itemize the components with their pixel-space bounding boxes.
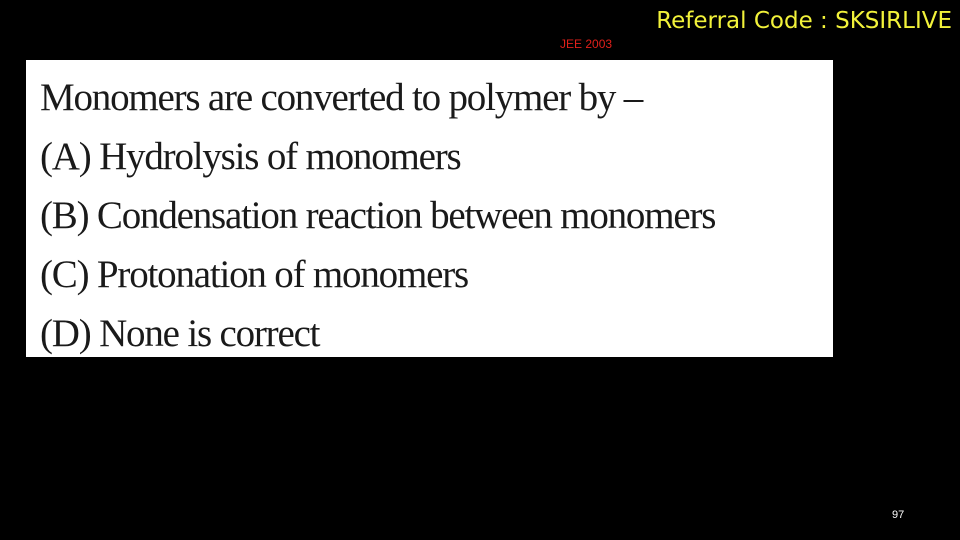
option-a: (A) Hydrolysis of monomers (40, 135, 461, 178)
referral-code: Referral Code : SKSIRLIVE (656, 8, 952, 34)
page-number: 97 (892, 509, 905, 521)
question-card (26, 60, 833, 357)
question-stem: Monomers are converted to polymer by – (40, 76, 643, 119)
option-b: (B) Condensation reaction between monomers (40, 194, 716, 237)
option-d: (D) None is correct (40, 312, 320, 355)
option-c: (C) Protonation of monomers (40, 253, 468, 296)
exam-tag: JEE 2003 (560, 37, 613, 51)
